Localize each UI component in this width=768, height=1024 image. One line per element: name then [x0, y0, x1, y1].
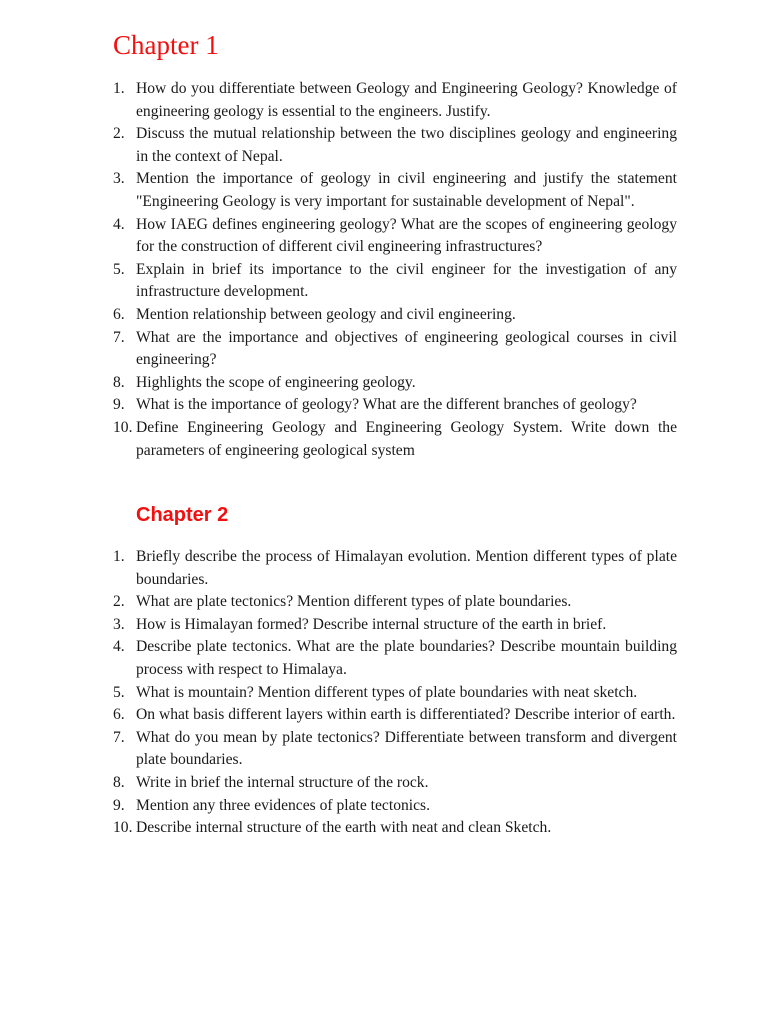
list-item	[113, 614, 677, 637]
question-text: What are the importance and objectives of engineering geological courses in civil engineering?	[136, 328, 677, 369]
list-item	[113, 704, 677, 727]
list-item	[113, 546, 677, 591]
list-item	[113, 682, 677, 705]
chapter-1-question-list	[113, 78, 677, 462]
question-number: 1.	[113, 80, 125, 97]
list-item	[113, 795, 677, 818]
question-text: What are plate tectonics? Mention different types of plate boundaries.	[136, 593, 572, 611]
question-text: How IAEG defines engineering geology? What are the scopes of engineering geology for the construction of different civil engineering infrastructures?	[136, 215, 677, 256]
question-number: 5.	[113, 260, 125, 278]
question-number: 3.	[113, 615, 125, 633]
question-number: 7.	[113, 728, 125, 746]
list-item	[113, 817, 677, 840]
question-number: 8.	[113, 373, 125, 391]
question-text: What do you mean by plate tectonics? Differentiate between transform and divergent plate boundaries.	[136, 728, 677, 769]
question-number: 7.	[113, 328, 125, 346]
list-item	[113, 636, 677, 681]
chapter-1-title: Chapter 1	[113, 30, 219, 60]
question-number: 2.	[113, 593, 125, 611]
question-number: 1.	[113, 548, 125, 565]
question-number: 9.	[113, 396, 125, 414]
chapter-2-question-list	[113, 546, 677, 840]
question-text: Discuss the mutual relationship between the two disciplines geology and engineering in the context of Nepal.	[136, 125, 677, 165]
list-item	[113, 727, 677, 772]
question-text: Describe plate tectonics. What are the plate boundaries? Describe mountain building process with respect to Himalaya.	[136, 638, 677, 678]
list-item	[113, 772, 677, 795]
question-text: Mention relationship between geology and civil engineering.	[136, 305, 516, 323]
list-item	[113, 417, 677, 462]
question-number: 8.	[113, 773, 125, 791]
question-text: What is mountain? Mention different types of plate boundaries with neat sketch.	[136, 683, 638, 701]
question-number: 10.	[113, 819, 133, 837]
question-text: On what basis different layers within earth is differentiated? Describe interior of earth.	[136, 706, 676, 724]
question-text: What is the importance of geology? What are the different branches of geology?	[136, 396, 637, 414]
question-number: 6.	[113, 305, 125, 323]
list-item	[113, 394, 677, 417]
question-number: 3.	[113, 170, 125, 188]
question-text: Briefly describe the process of Himalayan evolution. Mention different types of plate boundaries.	[136, 548, 677, 588]
question-text: How is Himalayan formed? Describe internal structure of the earth in brief.	[136, 615, 607, 633]
question-text: How do you differentiate between Geology and Engineering Geology? Knowledge of engineering geology is essential to the engineers. Justify.	[136, 80, 677, 120]
question-text: Mention the importance of geology in civil engineering and justify the statement "Engineering Geology is very important for sustainable development of Nepal".	[136, 170, 677, 210]
question-number: 9.	[113, 796, 125, 814]
list-item	[113, 123, 677, 168]
question-text: Define Engineering Geology and Engineering Geology System. Write down the parameters of engineering geological system	[136, 418, 677, 459]
question-text: Mention any three evidences of plate tectonics.	[136, 796, 431, 814]
list-item	[113, 591, 677, 614]
question-number: 4.	[113, 215, 125, 233]
list-item	[113, 214, 677, 259]
list-item	[113, 327, 677, 372]
question-text: Highlights the scope of engineering geology.	[136, 373, 416, 391]
list-item	[113, 168, 677, 213]
question-text: Describe internal structure of the earth with neat and clean Sketch.	[136, 819, 552, 837]
question-number: 6.	[113, 706, 125, 724]
list-item	[113, 78, 677, 123]
question-number: 5.	[113, 683, 125, 701]
question-text: Explain in brief its importance to the civil engineer for the investigation of any infrastructure development.	[136, 260, 677, 301]
chapter-2-title: Chapter 2	[136, 504, 229, 526]
list-item	[113, 372, 677, 395]
list-item	[113, 304, 677, 327]
question-number: 4.	[113, 638, 125, 656]
question-number: 10.	[113, 418, 133, 436]
question-text: Write in brief the internal structure of the rock.	[136, 773, 429, 791]
list-item	[113, 259, 677, 304]
question-number: 2.	[113, 125, 125, 143]
